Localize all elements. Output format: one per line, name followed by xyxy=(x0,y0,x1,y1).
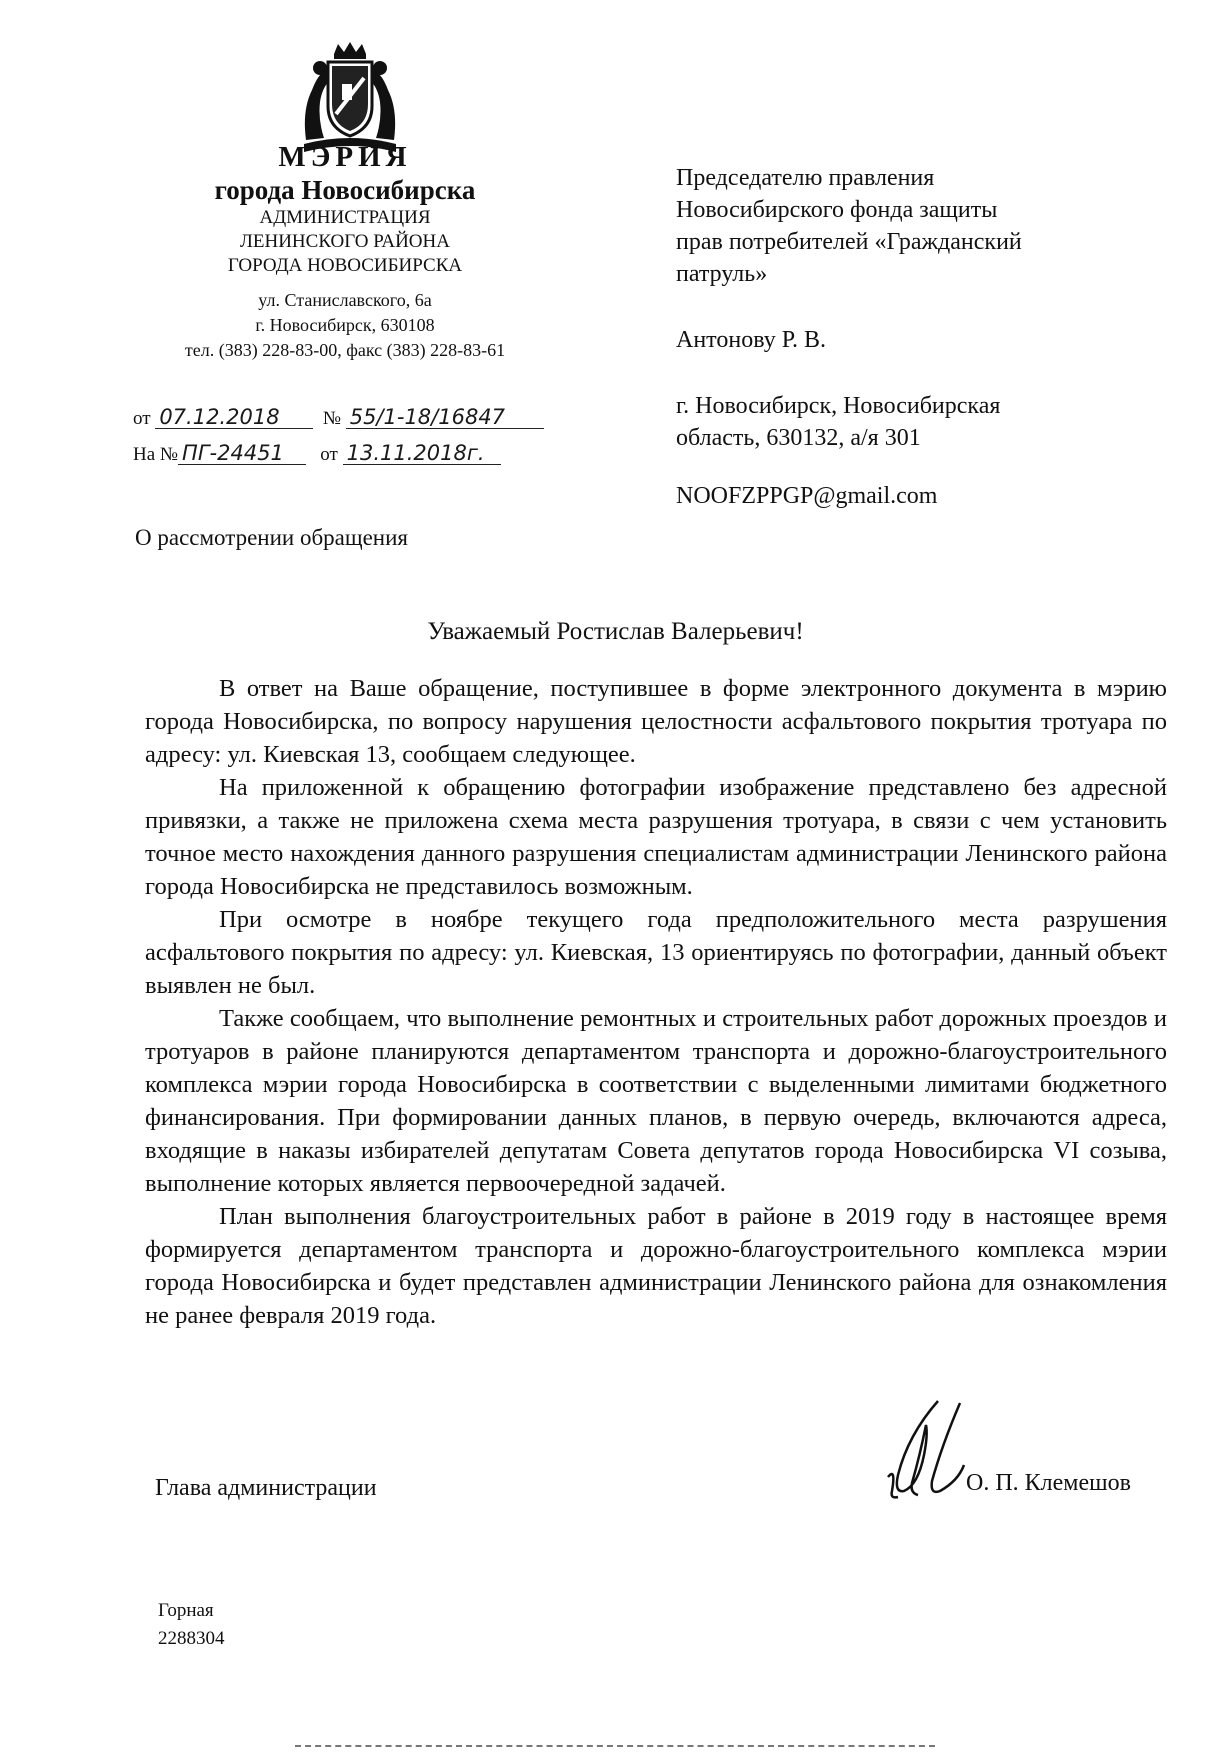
sender-header xyxy=(130,140,560,363)
number-prefix: № xyxy=(322,408,341,429)
salutation: Уважаемый Ростислав Валерьевич! xyxy=(427,618,804,645)
letter-subject: О рассмотрении обращения xyxy=(135,525,408,550)
sender-address-line-1: ул. Станиславского, 6а xyxy=(258,290,432,310)
admin-line-3: ГОРОДА НОВОСИБИРСКА xyxy=(227,255,463,276)
org-city: города Новосибирска xyxy=(214,175,476,205)
handwritten-signature xyxy=(868,1395,978,1505)
org-name: МЭРИЯ xyxy=(278,141,412,173)
addressee-address-2: область, 630132, а/я 301 xyxy=(676,425,921,451)
paragraph: Также сообщаем, что выполнение ремонтных и строительных работ дорожных проездов и тротуаров в районе планируются департаментом транспорта и дорожно-благоустроительного комплекса мэрии города Новосибирска в соответствии с выделенными лимитами бюджетного финансирования. При формировании данных планов, в первую очередь, включаются адреса, входящие в наказы избирателей депутатам Совета депутатов города Новосибирска VI созыва, выполнение которых является первоочередной задачей. xyxy=(145,1005,1167,1197)
addressee-block xyxy=(676,162,1196,512)
reply-date-prefix: от xyxy=(320,444,338,465)
sender-address-line-2: г. Новосибирск, 630108 xyxy=(255,315,435,335)
registration-outgoing xyxy=(133,406,544,432)
addressee-position-3: прав потребителей «Гражданский xyxy=(676,229,1022,255)
paragraph: На приложенной к обращению фотографии изображение представлено без адресной привязки, а также не приложена схема места разрушения тротуара, в связи с чем установить точное место нахождения данного разрушения специалистам администрации Ленинского района города Новосибирска не представилось возможным. xyxy=(145,774,1167,900)
addressee-address-1: г. Новосибирск, Новосибирская xyxy=(676,393,1001,419)
admin-line-1: АДМИНИСТРАЦИЯ xyxy=(259,207,431,228)
registration-incoming xyxy=(133,442,501,468)
addressee-name: Антонову Р. В. xyxy=(676,327,827,353)
outgoing-number: 55/1-18/16847 xyxy=(346,406,544,429)
addressee-position-1: Председателю правления xyxy=(676,165,935,191)
signer-title: Глава администрации xyxy=(155,1475,377,1501)
paragraph: В ответ на Ваше обращение, поступившее в форме электронного документа в мэрию города Новосибирска, по вопросу нарушения целостности асфальтового покрытия тротуара по адресу: ул. Киевская 13, сообщаем следующее. xyxy=(145,675,1167,768)
addressee-position-4: патруль» xyxy=(676,261,768,287)
executor-phone: 2288304 xyxy=(158,1628,225,1649)
admin-line-2: ЛЕНИНСКОГО РАЙОНА xyxy=(240,231,450,252)
incoming-date: 13.11.2018г. xyxy=(343,442,501,465)
executor-info xyxy=(158,1597,225,1653)
page-edge-rule xyxy=(295,1745,935,1747)
reply-prefix: На № xyxy=(133,444,179,465)
paragraph: План выполнения благоустроительных работ в районе в 2019 году в настоящее время формируется департаментом транспорта и дорожно-благоустроительного комплекса мэрии города Новосибирска и будет представлен администрации Ленинского района для ознакомления не ранее февраля 2019 года. xyxy=(145,1203,1167,1329)
executor-name: Горная xyxy=(158,1600,214,1621)
sender-phone: тел. (383) 228-83-00, факс (383) 228-83-61 xyxy=(184,340,506,360)
letter-body xyxy=(145,672,1167,1332)
addressee-email: NOOFZPPGP@gmail.com xyxy=(676,483,938,509)
outgoing-date: 07.12.2018 xyxy=(155,406,313,429)
from-prefix: от xyxy=(133,408,151,429)
signer-name: О. П. Клемешов xyxy=(966,1470,1131,1496)
addressee-position-2: Новосибирского фонда защиты xyxy=(676,197,998,223)
paragraph: При осмотре в ноябре текущего года предположительного места разрушения асфальтового покрытия по адресу: ул. Киевская, 13 ориентируясь по фотографии, данный объект выявлен не был. xyxy=(145,906,1167,999)
incoming-number: ПГ-24451 xyxy=(178,442,306,465)
